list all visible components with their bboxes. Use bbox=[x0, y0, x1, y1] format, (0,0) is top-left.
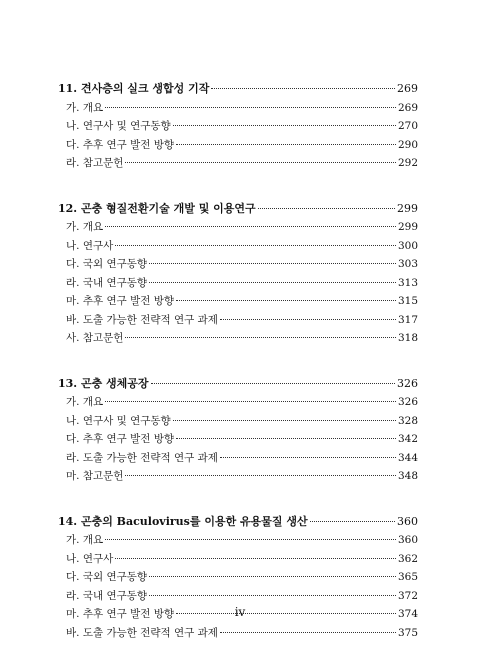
toc-entry-label: 다. 추후 연구 발전 방향 bbox=[66, 138, 174, 151]
toc-entry bbox=[58, 430, 418, 449]
dot-leader bbox=[149, 576, 396, 577]
toc-heading-title: 13. 곤충 생체공장 bbox=[58, 376, 149, 390]
dot-leader bbox=[176, 144, 396, 145]
toc-entry-page: 374 bbox=[397, 608, 418, 620]
toc-heading-page: 326 bbox=[397, 376, 418, 390]
dot-leader bbox=[211, 88, 395, 89]
toc-section-11 bbox=[58, 80, 418, 173]
toc-entry-page: 303 bbox=[397, 258, 418, 270]
dot-leader bbox=[125, 162, 396, 163]
toc-entry bbox=[58, 449, 418, 468]
dot-leader bbox=[149, 263, 396, 264]
dot-leader bbox=[115, 245, 396, 246]
toc-entry-label: 바. 도출 가능한 전략적 연구 과제 bbox=[66, 313, 218, 326]
toc-entry bbox=[58, 237, 418, 256]
toc-section-13 bbox=[58, 375, 418, 486]
dot-leader bbox=[220, 632, 396, 633]
toc-heading bbox=[58, 513, 418, 532]
toc-heading bbox=[58, 200, 418, 219]
dot-leader bbox=[125, 475, 396, 476]
dot-leader bbox=[115, 558, 396, 559]
dot-leader bbox=[105, 401, 396, 402]
toc-entry-label: 다. 국외 연구동향 bbox=[66, 258, 148, 270]
toc-entry-page: 315 bbox=[397, 295, 418, 307]
dot-leader bbox=[125, 337, 396, 338]
toc-entry-label: 가. 개요 bbox=[66, 396, 104, 408]
dot-leader bbox=[310, 521, 395, 522]
toc-entry-label: 라. 국내 연구동향 bbox=[66, 276, 148, 289]
toc-entry-label: 가. 개요 bbox=[66, 221, 104, 233]
toc-entry bbox=[58, 587, 418, 606]
toc-heading bbox=[58, 80, 418, 99]
toc-heading-page: 269 bbox=[397, 82, 418, 95]
toc-entry bbox=[58, 329, 418, 348]
dot-leader bbox=[105, 107, 396, 108]
toc-entry bbox=[58, 568, 418, 587]
toc-entry bbox=[58, 531, 418, 550]
toc-entry bbox=[58, 99, 418, 118]
toc-entry-page: 292 bbox=[397, 157, 418, 169]
toc-entry-page: 362 bbox=[397, 552, 418, 565]
toc-entry-label: 마. 추후 연구 발전 방향 bbox=[66, 608, 174, 620]
page-number: iv bbox=[234, 605, 246, 619]
toc-section-12 bbox=[58, 200, 418, 348]
toc-entry-page: 348 bbox=[397, 470, 418, 482]
toc-entry-label: 마. 참고문헌 bbox=[66, 470, 124, 482]
toc-entry-page: 269 bbox=[397, 101, 418, 114]
toc-entry-label: 마. 추후 연구 발전 방향 bbox=[66, 295, 174, 307]
toc-entry-page: 360 bbox=[397, 534, 418, 546]
toc-entry bbox=[58, 292, 418, 311]
dot-leader bbox=[220, 457, 396, 458]
toc-entry-label: 가. 개요 bbox=[66, 534, 104, 546]
toc-entry bbox=[58, 154, 418, 173]
toc-entry-label: 나. 연구사 bbox=[66, 552, 114, 565]
toc-entry bbox=[58, 255, 418, 274]
toc-entry-label: 사. 참고문헌 bbox=[66, 332, 124, 344]
toc-entry-label: 바. 도출 가능한 전략적 연구 과제 bbox=[66, 626, 218, 639]
toc-entry-page: 375 bbox=[397, 626, 418, 639]
toc-entry-label: 가. 개요 bbox=[66, 101, 104, 114]
toc-entry bbox=[58, 550, 418, 569]
toc-entry bbox=[58, 624, 418, 643]
table-of-contents bbox=[58, 80, 418, 669]
toc-heading-title: 12. 곤충 형질전환기술 개발 및 이용연구 bbox=[58, 201, 256, 215]
toc-entry-label: 다. 국외 연구동향 bbox=[66, 571, 148, 583]
toc-entry-page: 342 bbox=[397, 433, 418, 445]
toc-entry-label: 나. 연구사 bbox=[66, 239, 114, 252]
toc-entry bbox=[58, 311, 418, 330]
dot-leader bbox=[149, 282, 396, 283]
toc-entry-page: 290 bbox=[397, 138, 418, 151]
toc-entry-page: 299 bbox=[397, 221, 418, 233]
toc-entry bbox=[58, 218, 418, 237]
toc-entry-page: 328 bbox=[397, 414, 418, 427]
dot-leader bbox=[151, 383, 395, 384]
toc-entry bbox=[58, 117, 418, 136]
dot-leader bbox=[258, 208, 395, 209]
toc-entry-label: 나. 연구사 및 연구동향 bbox=[66, 120, 171, 132]
dot-leader bbox=[105, 539, 396, 540]
toc-entry-page: 317 bbox=[397, 313, 418, 326]
toc-heading-title: 11. 견사층의 실크 생합성 기작 bbox=[58, 82, 210, 95]
toc-entry-label: 나. 연구사 및 연구동향 bbox=[66, 414, 171, 427]
toc-entry-label: 라. 국내 연구동향 bbox=[66, 589, 148, 602]
toc-heading-page: 299 bbox=[397, 201, 418, 215]
toc-heading-page: 360 bbox=[397, 514, 418, 528]
toc-entry-page: 365 bbox=[397, 571, 418, 583]
toc-entry bbox=[58, 136, 418, 155]
toc-section-14 bbox=[58, 513, 418, 643]
toc-entry-page: 300 bbox=[397, 239, 418, 252]
dot-leader bbox=[176, 438, 396, 439]
dot-leader bbox=[149, 595, 396, 596]
toc-entry-page: 270 bbox=[397, 120, 418, 132]
toc-entry-page: 318 bbox=[397, 332, 418, 344]
dot-leader bbox=[173, 125, 396, 126]
toc-entry bbox=[58, 412, 418, 431]
toc-entry bbox=[58, 393, 418, 412]
toc-entry-label: 다. 추후 연구 발전 방향 bbox=[66, 433, 174, 445]
toc-heading-title: 14. 곤충의 Baculovirus를 이용한 유용물질 생산 bbox=[58, 514, 308, 528]
toc-entry-label: 라. 도출 가능한 전략적 연구 과제 bbox=[66, 451, 218, 464]
toc-entry-label: 라. 참고문헌 bbox=[66, 157, 124, 169]
toc-entry bbox=[58, 274, 418, 293]
dot-leader bbox=[173, 420, 396, 421]
toc-entry bbox=[58, 467, 418, 486]
toc-entry-page: 344 bbox=[397, 451, 418, 464]
dot-leader bbox=[176, 300, 396, 301]
toc-heading bbox=[58, 375, 418, 394]
toc-entry-page: 326 bbox=[397, 396, 418, 408]
toc-entry-page: 313 bbox=[397, 276, 418, 289]
dot-leader bbox=[105, 226, 396, 227]
dot-leader bbox=[220, 319, 396, 320]
toc-entry-page: 372 bbox=[397, 589, 418, 602]
